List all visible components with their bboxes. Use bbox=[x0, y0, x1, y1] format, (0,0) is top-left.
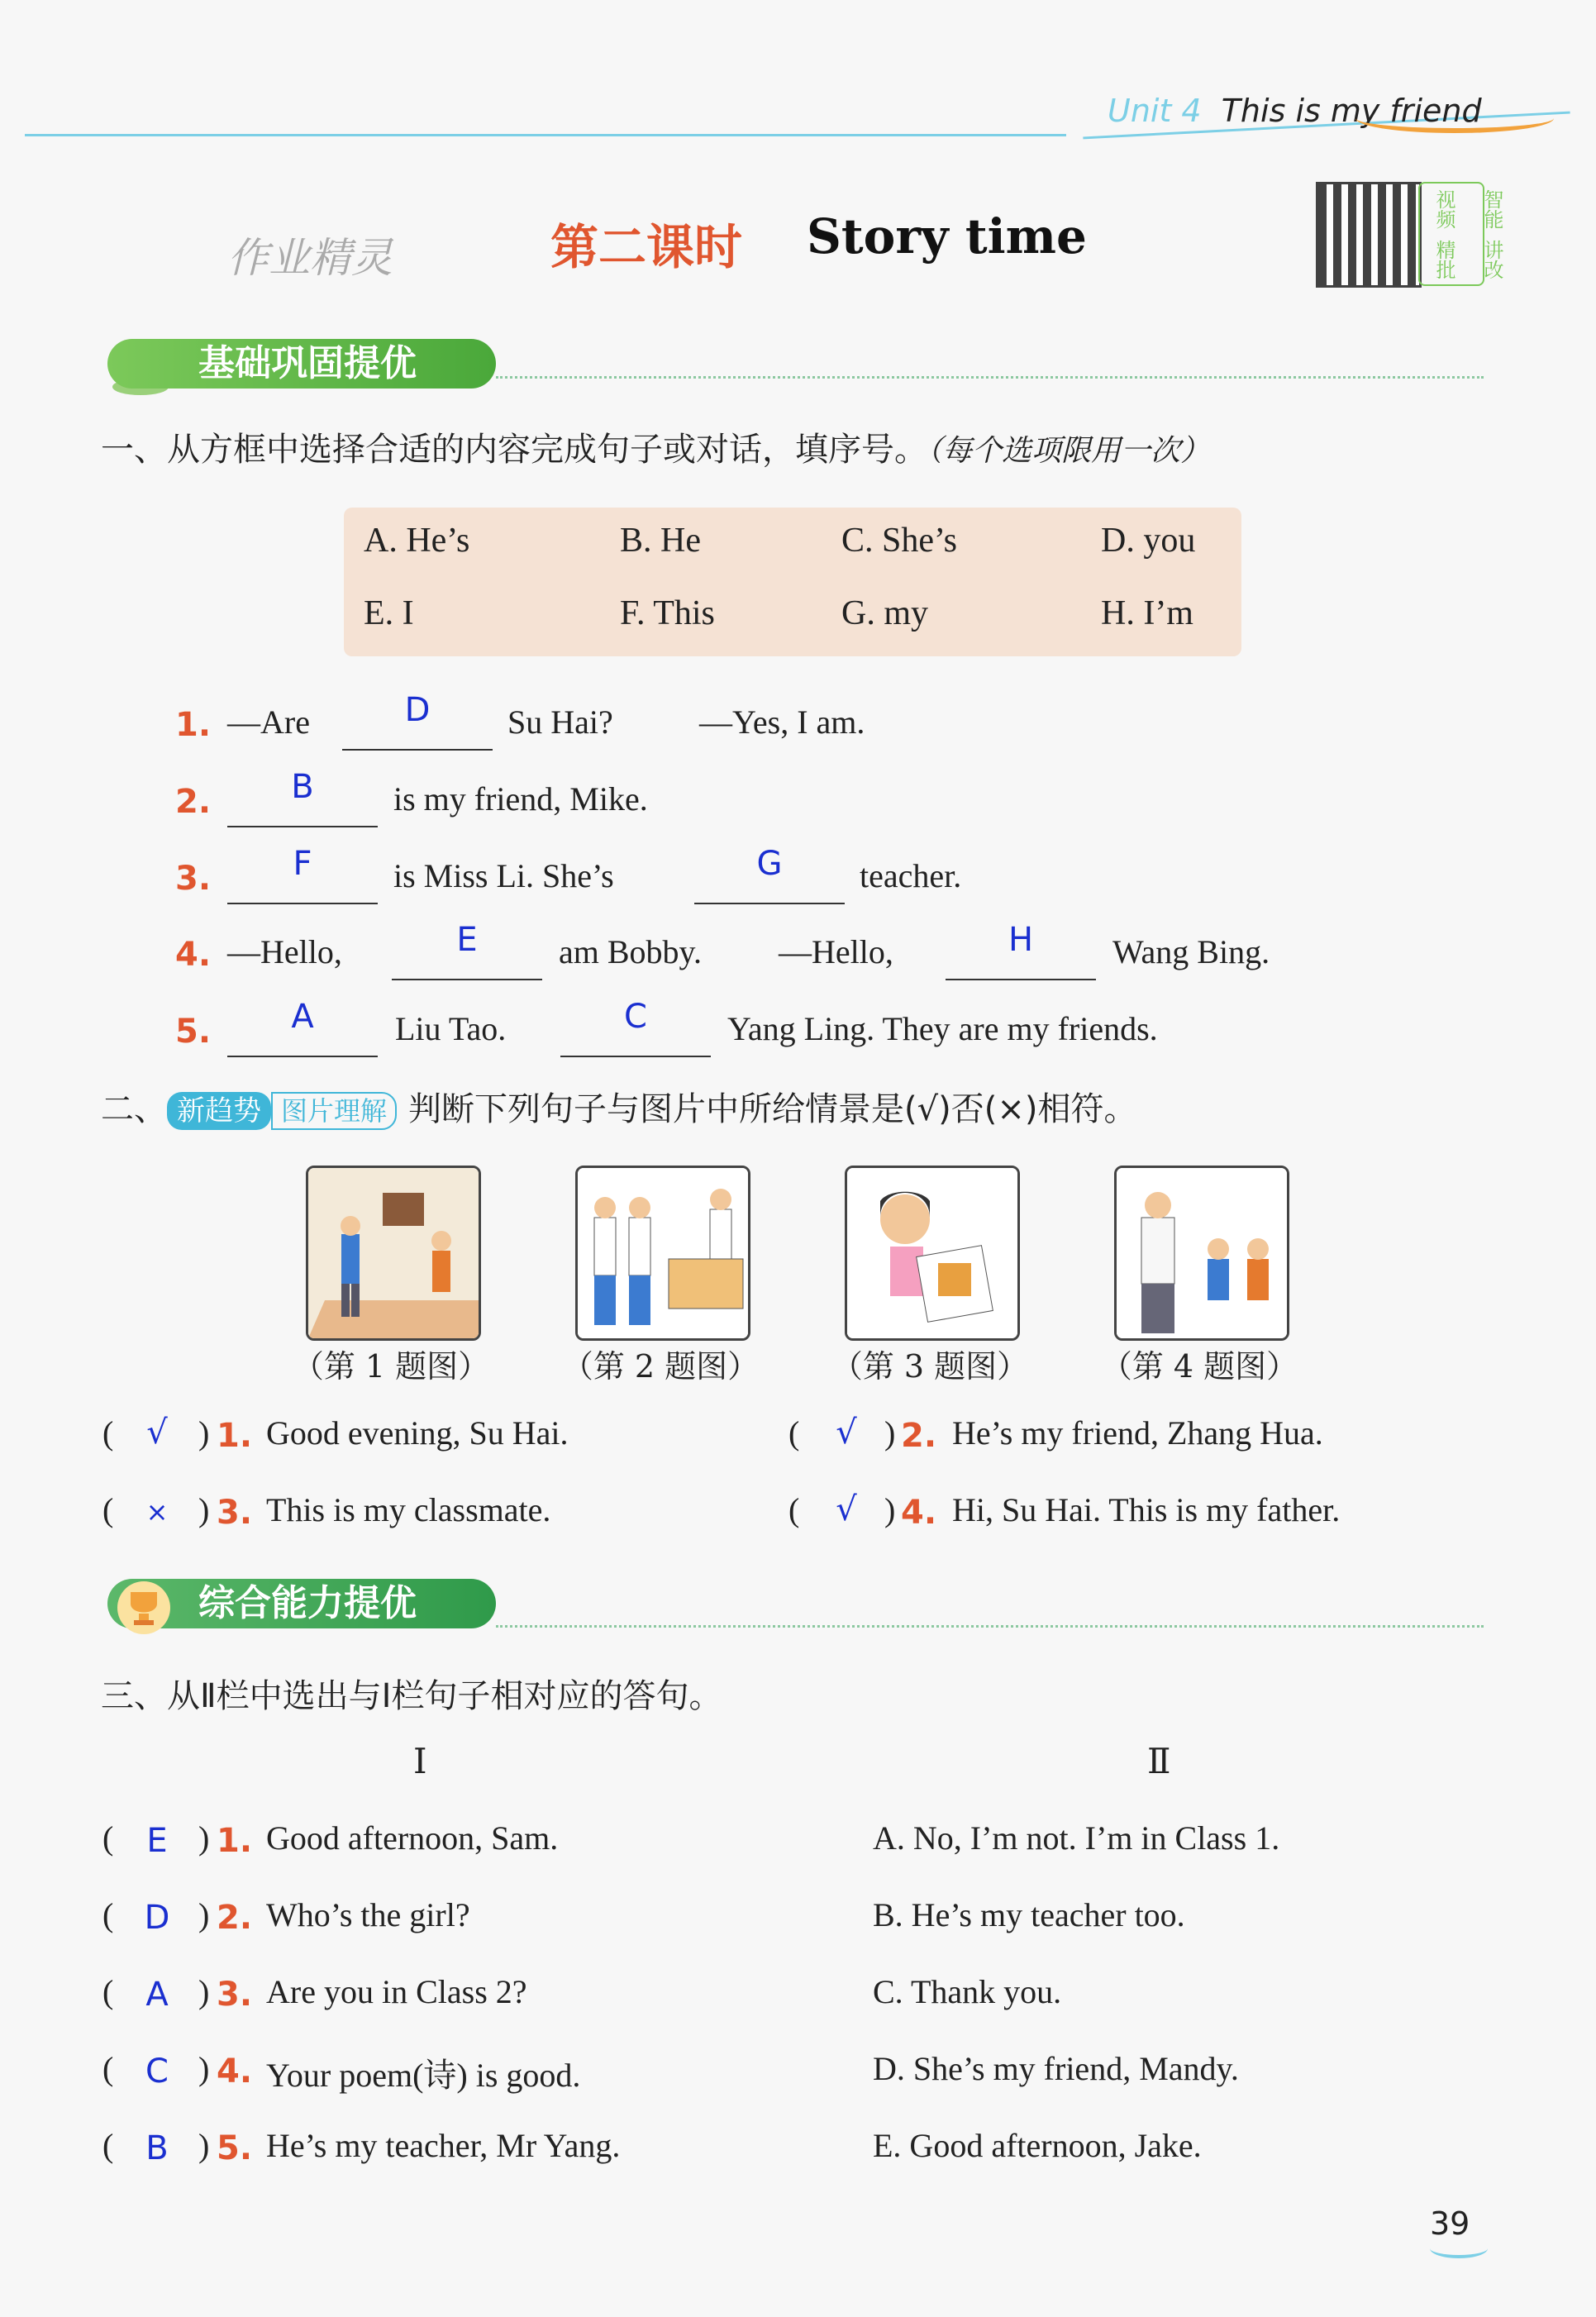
qr-label-1: 视频 bbox=[1432, 188, 1455, 229]
picture-tag: 图片理解 bbox=[271, 1092, 397, 1130]
column-i-heading: Ⅰ bbox=[413, 1743, 427, 1781]
part1-question-3 bbox=[0, 845, 1596, 906]
paren-left: ( bbox=[102, 1819, 114, 1857]
father-scene-icon bbox=[1117, 1168, 1287, 1338]
match-right-b: B. He’s my teacher too. bbox=[873, 1896, 1185, 1933]
question-number: 4. bbox=[901, 1494, 937, 1532]
paren-right: ) bbox=[884, 1491, 896, 1528]
page-number: 39 bbox=[1430, 2205, 1470, 2242]
question-text: Liu Tao. bbox=[395, 1010, 507, 1047]
qr-label-2: 智能 bbox=[1480, 188, 1503, 229]
paren-right: ) bbox=[198, 1819, 210, 1857]
match-left-2 bbox=[0, 1895, 793, 1945]
judge-answer[interactable]: √ bbox=[836, 1490, 857, 1528]
picture-1 bbox=[306, 1166, 481, 1341]
header-title: This is my friend bbox=[1221, 93, 1482, 129]
paren-right: ) bbox=[198, 1896, 210, 1933]
paren-right: ) bbox=[198, 1491, 210, 1528]
match-right-d: D. She’s my friend, Mandy. bbox=[873, 2050, 1239, 2087]
question-number: 4. bbox=[175, 936, 212, 974]
part1-question-4 bbox=[0, 921, 1596, 982]
part2-instruction bbox=[101, 1086, 1136, 1132]
match-answer[interactable]: C bbox=[145, 2052, 169, 2091]
judge-text: Good evening, Su Hai. bbox=[266, 1414, 569, 1452]
classroom-scene-icon bbox=[308, 1168, 479, 1338]
part1-instruction bbox=[101, 423, 1210, 470]
picture-1-caption: （第 1 题图） bbox=[292, 1348, 490, 1385]
match-text: Who’s the girl? bbox=[266, 1896, 470, 1933]
question-number: 1. bbox=[217, 1417, 253, 1455]
match-answer[interactable]: D bbox=[144, 1899, 170, 1937]
header-unit: Unit 4 bbox=[1108, 93, 1202, 129]
paren-left: ( bbox=[102, 1491, 114, 1528]
picture-3 bbox=[845, 1166, 1020, 1341]
paren-left: ( bbox=[788, 1414, 800, 1452]
picture-2-caption: （第 2 题图） bbox=[561, 1348, 760, 1385]
option-g: G. my bbox=[841, 594, 928, 632]
qr-labels bbox=[1418, 182, 1503, 286]
answer-value: E bbox=[456, 921, 478, 959]
part2-prefix: 二、 bbox=[101, 1090, 167, 1128]
question-number: 1. bbox=[217, 1822, 253, 1860]
match-left-4 bbox=[0, 2049, 793, 2099]
picture-2 bbox=[575, 1166, 750, 1341]
match-text: He’s my teacher, Mr Yang. bbox=[266, 2127, 621, 2164]
qr-code-icon[interactable] bbox=[1316, 182, 1422, 288]
question-text: am Bobby. bbox=[559, 933, 702, 970]
answer-value: B bbox=[291, 768, 314, 806]
part2-instruction-text: 判断下列句子与图片中所给情景是(√)否(×)相符。 bbox=[408, 1090, 1137, 1128]
match-answer[interactable]: B bbox=[145, 2129, 169, 2167]
question-number: 1. bbox=[175, 706, 212, 744]
column-ii-heading: Ⅱ bbox=[1147, 1743, 1171, 1781]
answer-value: H bbox=[1008, 921, 1034, 959]
question-number: 3. bbox=[217, 1494, 253, 1532]
judge-answer[interactable]: √ bbox=[146, 1414, 168, 1452]
option-a: A. He’s bbox=[364, 522, 470, 560]
lesson-title-en: Story time bbox=[807, 208, 1087, 265]
picture-3-caption: （第 3 题图） bbox=[831, 1348, 1029, 1385]
match-left-1 bbox=[0, 1819, 793, 1868]
trend-tag: 新趋势 bbox=[167, 1092, 271, 1130]
answer-value: G bbox=[756, 845, 783, 883]
header-swoosh bbox=[1355, 103, 1554, 133]
question-number: 2. bbox=[901, 1417, 937, 1455]
answer-value: C bbox=[624, 998, 647, 1036]
match-answer[interactable]: A bbox=[145, 1976, 169, 2014]
picture-4-caption: （第 4 题图） bbox=[1100, 1348, 1298, 1385]
option-b: B. He bbox=[620, 522, 701, 560]
section1-title-text: 基础巩固提优 bbox=[198, 342, 417, 384]
part1-question-1 bbox=[0, 691, 1596, 752]
match-text: Are you in Class 2? bbox=[266, 1973, 527, 2010]
brand-logo: 作业精灵 bbox=[227, 234, 393, 282]
match-left-5 bbox=[0, 2126, 793, 2176]
part1-note: （每个选项限用一次） bbox=[927, 434, 1211, 468]
qr-label-4: 讲改 bbox=[1480, 239, 1503, 279]
paren-left: ( bbox=[102, 2050, 114, 2087]
judge-answer[interactable]: × bbox=[145, 1496, 169, 1528]
question-text: —Hello, bbox=[779, 933, 893, 970]
qr-label-3: 精批 bbox=[1432, 239, 1455, 279]
question-text: teacher. bbox=[860, 857, 962, 894]
paren-left: ( bbox=[102, 1414, 114, 1452]
paren-left: ( bbox=[102, 1973, 114, 2010]
option-e: E. I bbox=[364, 594, 414, 632]
question-text: Su Hai? bbox=[507, 703, 613, 741]
page-number-swoosh bbox=[1430, 2238, 1488, 2258]
judge-text: This is my classmate. bbox=[266, 1491, 551, 1528]
greeting-scene-icon bbox=[578, 1168, 748, 1338]
judge-text: He’s my friend, Zhang Hua. bbox=[952, 1414, 1323, 1452]
question-number: 2. bbox=[217, 1899, 253, 1937]
judge-item-2 bbox=[0, 1414, 1596, 1463]
part1-question-2 bbox=[0, 768, 1596, 829]
girl-drawing-scene-icon bbox=[847, 1168, 1017, 1338]
paren-left: ( bbox=[102, 2127, 114, 2164]
question-number: 4. bbox=[217, 2052, 253, 2091]
question-text: Yang Ling. They are my friends. bbox=[727, 1010, 1158, 1047]
option-h: H. I’m bbox=[1101, 594, 1193, 632]
question-text: —Yes, I am. bbox=[699, 703, 865, 741]
part1-question-5 bbox=[0, 998, 1596, 1059]
question-number: 5. bbox=[175, 1013, 212, 1051]
option-c: C. She’s bbox=[841, 522, 958, 560]
answer-value: D bbox=[404, 691, 431, 729]
part3-instruction: 三、从Ⅱ栏中选出与Ⅰ栏句子相对应的答句。 bbox=[101, 1677, 722, 1715]
judge-item-4 bbox=[0, 1490, 1596, 1540]
paren-right: ) bbox=[198, 1414, 210, 1452]
header-rule bbox=[25, 134, 1066, 136]
match-left-3 bbox=[0, 1972, 793, 2022]
match-text: Your poem(诗) is good. bbox=[266, 2057, 581, 2094]
question-text: —Are bbox=[227, 703, 310, 741]
paren-left: ( bbox=[788, 1491, 800, 1528]
answer-value: F bbox=[293, 845, 312, 883]
option-f: F. This bbox=[620, 594, 715, 632]
answer-value: A bbox=[291, 998, 314, 1036]
question-number: 3. bbox=[217, 1976, 253, 2014]
match-text: Good afternoon, Sam. bbox=[266, 1819, 559, 1857]
part1-instruction-text: 一、从方框中选择合适的内容完成句子或对话，填序号。 bbox=[101, 431, 927, 469]
paren-right: ) bbox=[198, 2050, 210, 2087]
question-text: —Hello, bbox=[227, 933, 342, 970]
match-right-a: A. No, I’m not. I’m in Class 1. bbox=[873, 1819, 1280, 1857]
picture-4 bbox=[1114, 1166, 1289, 1341]
section1-title bbox=[107, 339, 496, 389]
question-number: 2. bbox=[175, 783, 212, 821]
trophy-svg bbox=[109, 1579, 179, 1637]
judge-text: Hi, Su Hai. This is my father. bbox=[952, 1491, 1341, 1528]
question-number: 5. bbox=[217, 2129, 253, 2167]
option-d: D. you bbox=[1101, 522, 1196, 560]
trophy-icon bbox=[109, 1579, 179, 1637]
question-text: Wang Bing. bbox=[1112, 933, 1270, 970]
question-text: is my friend, Mike. bbox=[393, 780, 648, 818]
match-right-c: C. Thank you. bbox=[873, 1973, 1062, 2010]
lesson-title-cn: 第二课时 bbox=[550, 219, 743, 275]
section1-divider bbox=[496, 376, 1484, 379]
question-text: is Miss Li. She’s bbox=[393, 857, 614, 894]
section2-title-text: 综合能力提优 bbox=[198, 1582, 417, 1624]
paren-right: ) bbox=[198, 1973, 210, 2010]
paren-right: ) bbox=[198, 2127, 210, 2164]
paren-right: ) bbox=[884, 1414, 896, 1452]
match-right-e: E. Good afternoon, Jake. bbox=[873, 2127, 1202, 2164]
question-number: 3. bbox=[175, 860, 212, 898]
judge-answer[interactable]: √ bbox=[836, 1414, 857, 1452]
section2-divider bbox=[496, 1625, 1484, 1628]
paren-left: ( bbox=[102, 1896, 114, 1933]
match-answer[interactable]: E bbox=[146, 1822, 168, 1860]
